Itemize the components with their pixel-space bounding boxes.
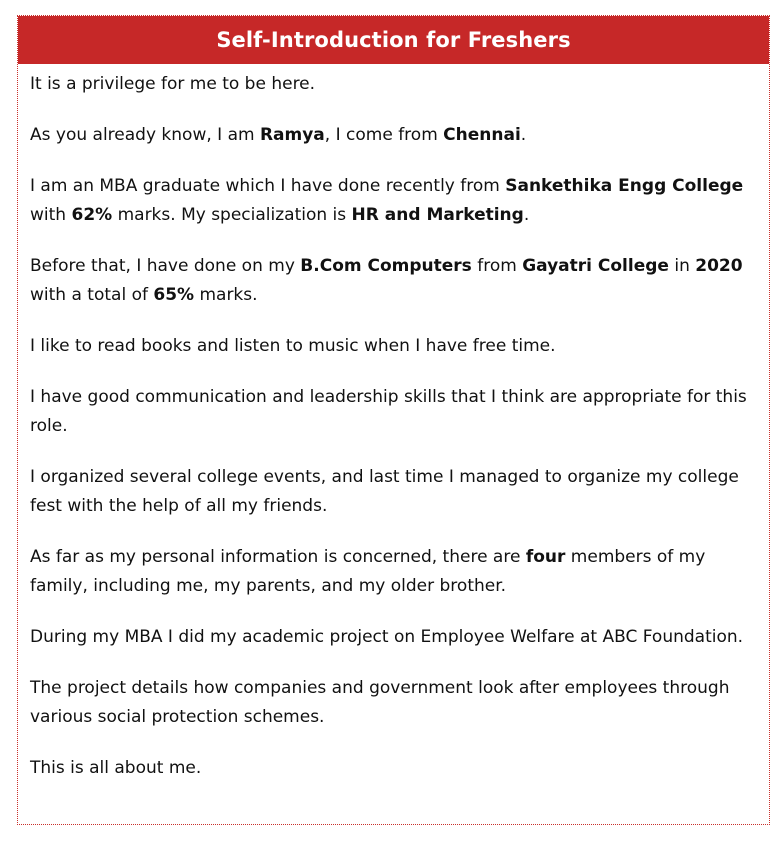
paragraph-text: I am an MBA graduate which I have done recently from: [30, 176, 506, 196]
paragraph-text: I have good communication and leadership skills that I think are appropriate for this role.: [30, 387, 747, 436]
intro-paragraph-4: [30, 252, 757, 310]
paragraph-text: with: [30, 205, 72, 225]
intro-paragraph-11: [30, 754, 757, 783]
intro-paragraph-10: [30, 674, 757, 732]
paragraph-text: members of my family, including me, my parents, and my older brother.: [30, 547, 706, 596]
intro-paragraph-5: [30, 332, 757, 361]
intro-content: [18, 64, 769, 783]
intro-paragraph-7: [30, 463, 757, 521]
paragraph-text: from: [471, 256, 523, 276]
highlighted-text: 62%: [71, 205, 113, 225]
paragraph-text: As you already know, I am: [30, 125, 260, 145]
intro-paragraph-2: [30, 121, 757, 150]
paragraph-text: During my MBA I did my academic project on Employee Welfare at ABC Foundation.: [30, 627, 744, 647]
title-bar: [18, 16, 769, 64]
highlighted-text: four: [525, 547, 566, 567]
paragraph-text: in: [668, 256, 696, 276]
highlighted-text: Ramya: [259, 125, 325, 145]
highlighted-text: 65%: [153, 285, 195, 305]
paragraph-text: marks. My specialization is: [112, 205, 352, 225]
paragraph-text: with a total of: [30, 285, 154, 305]
paragraph-text: Before that, I have done on my: [30, 256, 301, 276]
intro-card: [17, 15, 770, 825]
paragraph-text: I organized several college events, and last time I managed to organize my college fest with the help of all my friends.: [30, 467, 739, 516]
intro-paragraph-8: [30, 543, 757, 601]
paragraph-text: This is all about me.: [30, 758, 202, 778]
paragraph-text: , I come from: [324, 125, 444, 145]
intro-paragraph-9: [30, 623, 757, 652]
paragraph-text: As far as my personal information is concerned, there are: [30, 547, 526, 567]
highlighted-text: B.Com Computers: [300, 256, 472, 276]
paragraph-text: marks.: [194, 285, 258, 305]
intro-paragraph-1: [30, 70, 757, 99]
intro-paragraph-3: [30, 172, 757, 230]
paragraph-text: It is a privilege for me to be here.: [30, 74, 316, 94]
paragraph-text: The project details how companies and government look after employees through various social protection schemes.: [30, 678, 730, 727]
highlighted-text: Sankethika Engg College: [505, 176, 744, 196]
highlighted-text: 2020: [695, 256, 743, 276]
paragraph-text: .: [523, 205, 530, 225]
paragraph-text: I like to read books and listen to music when I have free time.: [30, 336, 556, 356]
paragraph-text: .: [520, 125, 527, 145]
page-title: Self-Introduction for Freshers: [216, 28, 571, 52]
highlighted-text: Chennai: [443, 125, 521, 145]
intro-paragraph-6: [30, 383, 757, 441]
highlighted-text: Gayatri College: [522, 256, 669, 276]
highlighted-text: HR and Marketing: [351, 205, 524, 225]
